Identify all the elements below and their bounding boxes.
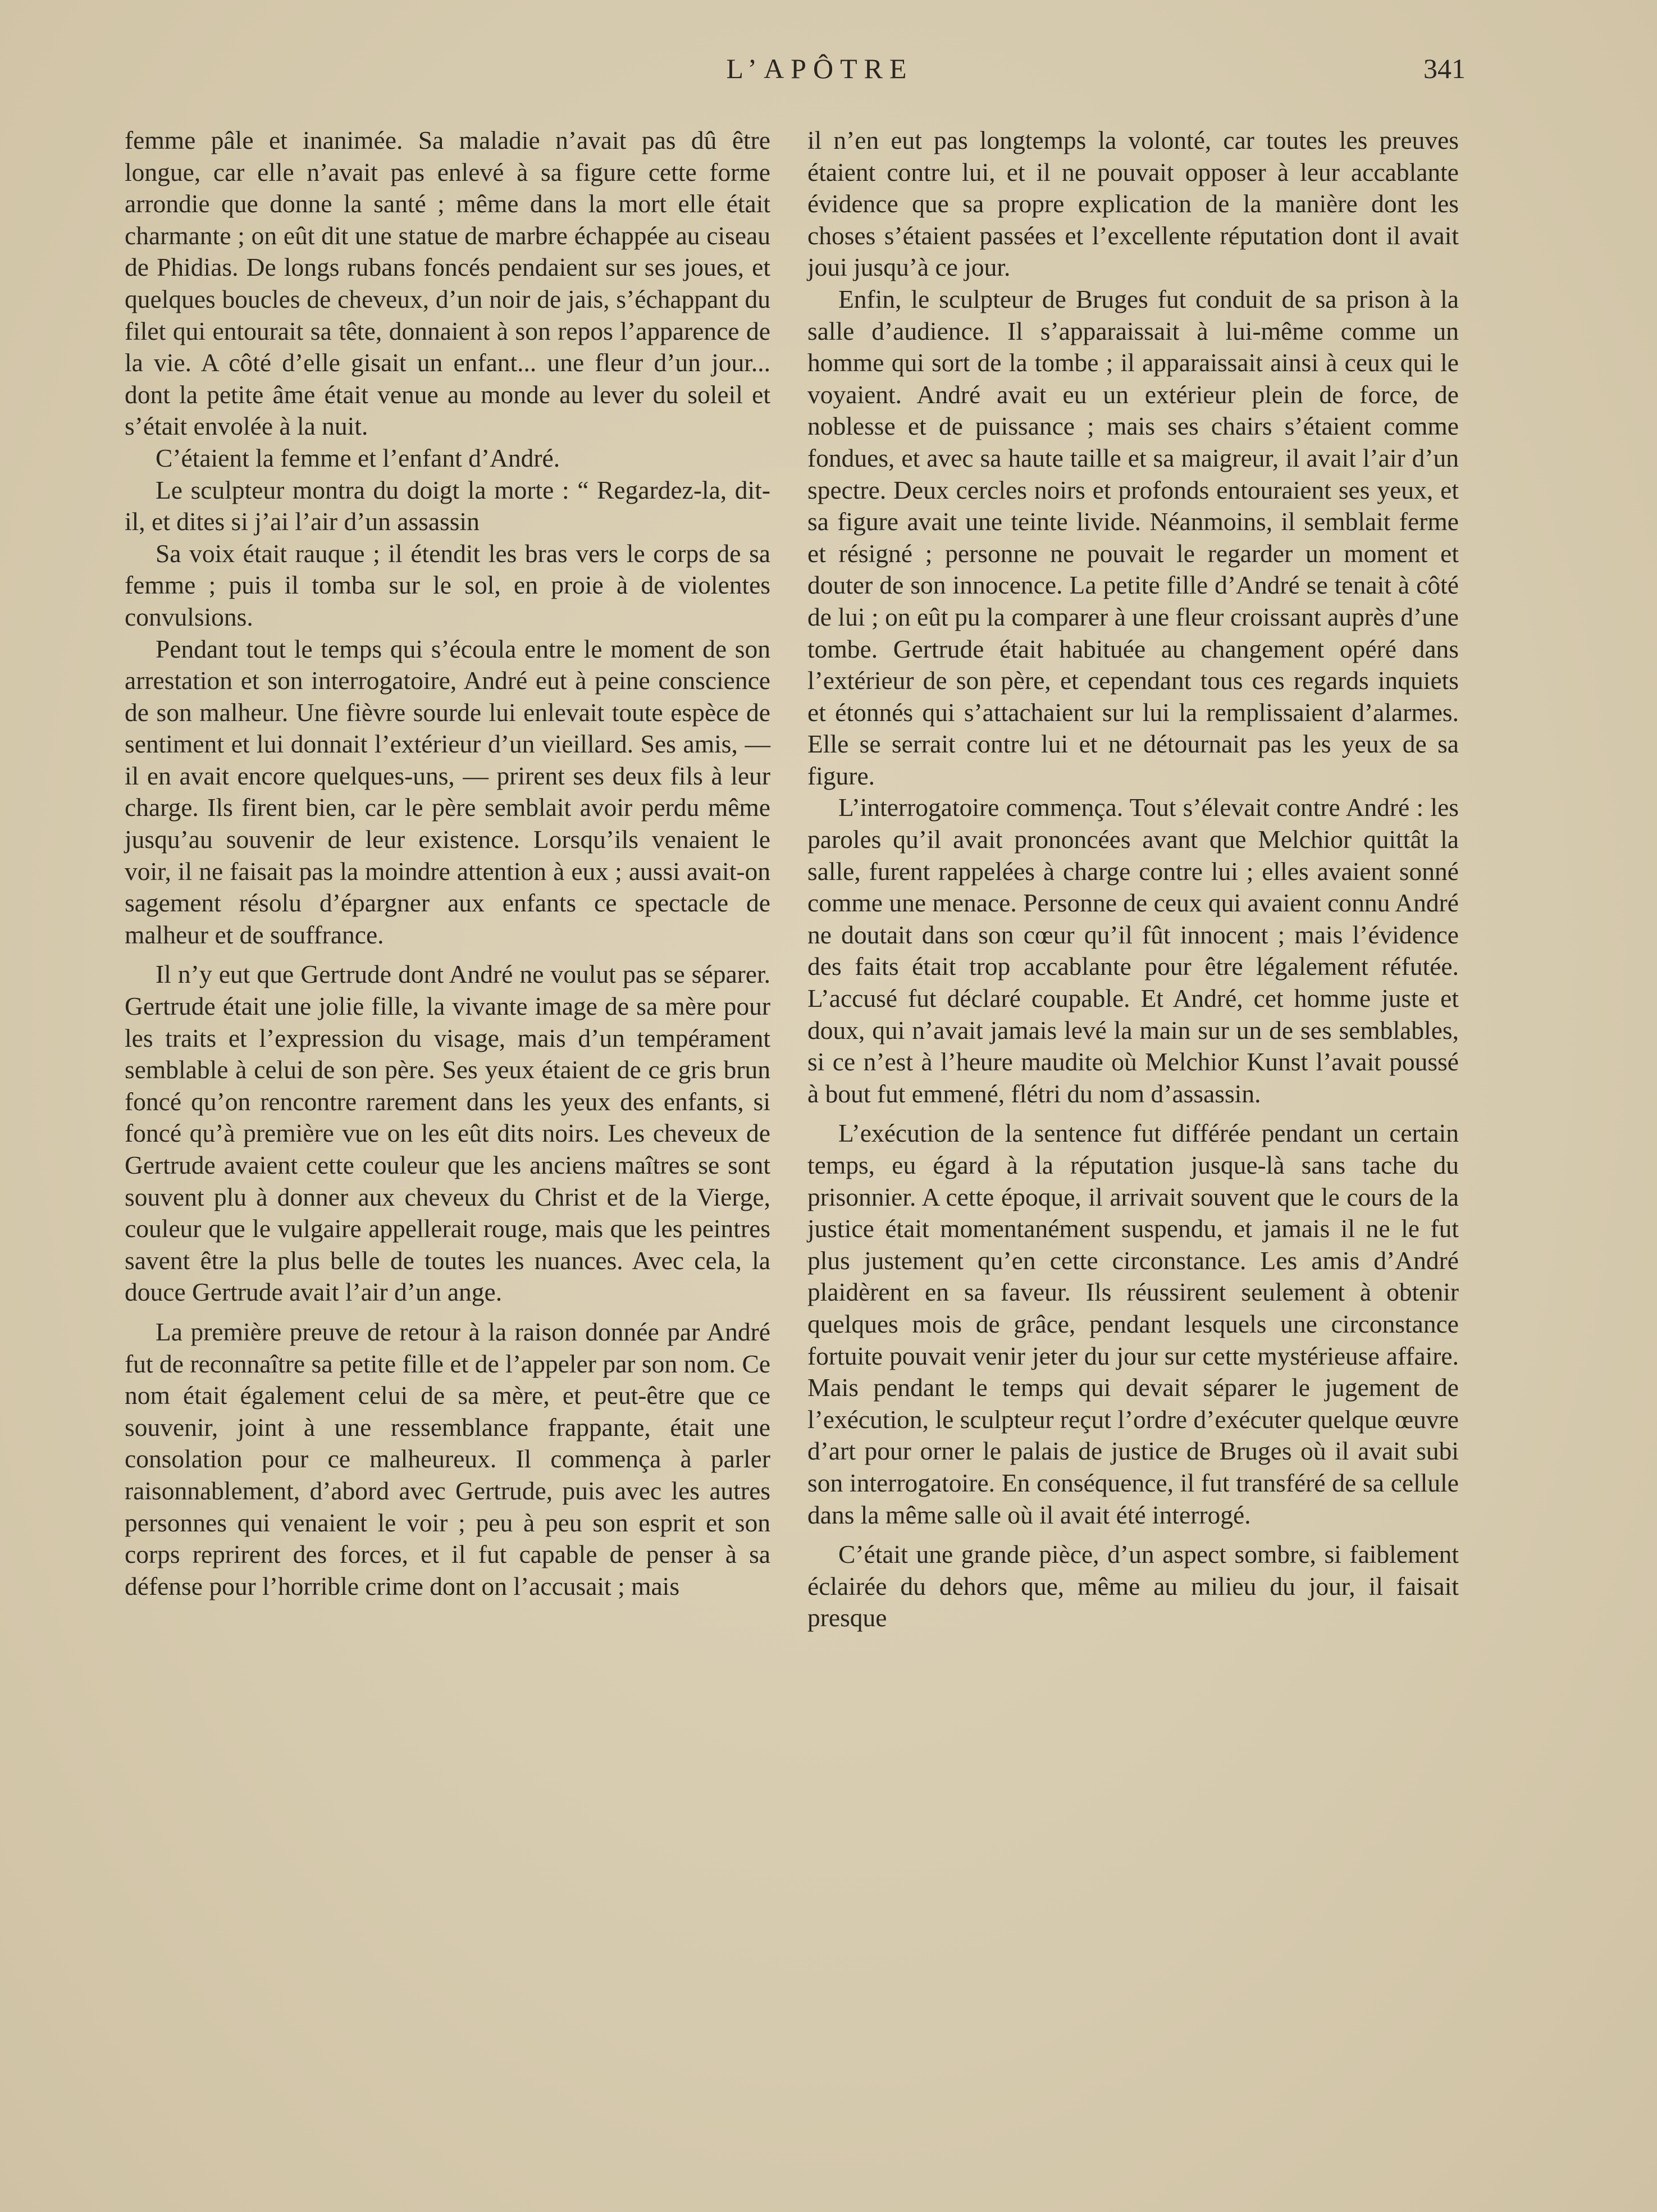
paragraph: Enfin, le sculpteur de Bruges fut conduit de sa prison à la salle d’audience. Il s’apparaissait à lui-même comme un homme qui sort de la tombe ; il apparaissait ainsi à ceux qui le voyaient. André avait eu un extérieur plein de force, de noblesse et de puissance ; mais ses chairs s’étaient comme fondues, et avec sa haute taille et sa maigreur, il avait l’air d’un spectre. Deux cercles noirs et profonds entouraient ses yeux, et sa figure avait une teinte livide. Néanmoins, il semblait ferme et résigné ; personne ne pouvait le regarder un moment et douter de son innocence. La petite fille d’André se tenait à côté de lui ; on eût pu la comparer à une fleur croissant auprès d’une tombe. Gertrude était habituée au changement opéré dans l’extérieur de son père, et cependant tous ces regards inquiets et étonnés qui s’attachaient sur lui la remplissaient d’alarmes. Elle se serrait contre lui et ne détournait pas les yeux de sa figure. [807,284,1459,790]
paragraph: il n’en eut pas longtemps la volonté, car toutes les preuves étaient contre lui, et il ne pouvait opposer à leur accablante évidence que sa propre explication de la manière dont les choses s’étaient passées et l’excellente réputation dont il avait joui jusqu’à ce jour. [807,126,1459,282]
paragraph: L’interrogatoire commença. Tout s’élevait contre André : les paroles qu’il avait prononcées avant que Melchior quittât la salle, furent rappelées à charge contre lui ; elles avaient sonné comme une menace. Personne de ceux qui avaient connu André ne doutait dans son cœur qu’il fût innocent ; mais l’évidence des faits était trop accablante pour être légalement réfutée. L’accusé fut déclaré coupable. Et André, cet homme juste et doux, qui n’avait jamais levé la main sur un de ses semblables, si ce n’est à l’heure maudite où Melchior Kunst l’avait poussé à bout fut emmené, flétri du nom d’assassin. [807,793,1459,1108]
paragraph: C’étaient la femme et l’enfant d’André. [156,443,560,472]
paragraph: La première preuve de retour à la raison donnée par André fut de reconnaître sa petite fille et de l’appeler par son nom. Ce nom était également celui de sa mère, et peut-être que ce souvenir, joint à une ressemblance frappante, était une consolation pour ce malheureux. Il commença à parler raisonnablement, d’abord avec Gertrude, puis avec les autres personnes qui venaient le voir ; peu à peu son esprit et son corps reprirent des forces, et il fut capable de penser à sa défense pour l’horrible crime dont on l’accusait ; mais [125,1317,770,1600]
paragraph: C’était une grande pièce, d’un aspect sombre, si faiblement éclairée du dehors que, même au milieu du jour, il faisait presque [807,1540,1459,1632]
left-column [125,125,770,1602]
paragraph: L’exécution de la sentence fut différée pendant un certain temps, eu égard à la réputation jusque-là sans tache du prisonnier. A cette époque, il arrivait souvent que le cours de la justice était momentanément suspendu, et jamais il ne le fut plus justement qu’en cette circonstance. Les amis d’André plaidèrent en sa faveur. Ils réussirent seulement à obtenir quelques mois de grâce, pendant lesquels une circonstance fortuite pouvait venir jeter du jour sur cette mystérieuse affaire. Mais pendant le temps qui devait séparer le jugement de l’exécution, le sculpteur reçut l’ordre d’exécuter quelque œuvre d’art pour orner le palais de justice de Bruges où il avait subi son interrogatoire. En conséquence, il fut transféré de sa cellule dans la même salle où il avait été interrogé. [807,1119,1459,1529]
paragraph: Sa voix était rauque ; il étendit les bras vers le corps de sa femme ; puis il tomba sur le sol, en proie à de violentes convulsions. [125,539,770,631]
paragraph: Le sculpteur montra du doigt la morte : “ Regardez-la, dit-il, et dites si j’ai l’air d’un assassin [125,475,770,536]
page-number: 341 [1423,53,1466,84]
paragraph: Il n’y eut que Gertrude dont André ne voulut pas se séparer. Gertrude était une jolie fille, la vivante image de sa mère pour les traits et l’expression du visage, mais d’un tempérament semblable à celui de son père. Ses yeux étaient de ce gris brun foncé qu’on rencontre rarement dans les yeux des enfants, si foncé qu’à première vue on les eût dits noirs. Les cheveux de Gertrude avaient cette couleur que les anciens maîtres se sont souvent plu à donner aux cheveux du Christ et de la Vierge, couleur que le vulgaire appellerait rouge, mais que les peintres savent être la plus belle de toutes les nuances. Avec cela, la douce Gertrude avait l’air d’un ange. [125,960,770,1307]
paragraph: Pendant tout le temps qui s’écoula entre le moment de son arrestation et son interrogatoire, André eut à peine conscience de son malheur. Une fièvre sourde lui enlevait toute espèce de sentiment et lui donnait l’extérieur d’un vieillard. Ses amis, — il en avait encore quelques-uns, — prirent ses deux fils à leur charge. Ils firent bien, car le père semblait avoir perdu même jusqu’au souvenir de leur existence. Lorsqu’ils venaient le voir, il ne faisait pas la moindre attention à eux ; aussi avait-on sagement résolu d’épargner aux enfants ce spectacle de malheur et de souffrance. [125,634,770,949]
running-title: L’APÔTRE [726,53,914,84]
right-column [807,125,1459,1634]
paragraph: femme pâle et inanimée. Sa maladie n’avait pas dû être longue, car elle n’avait pas enlevé à sa figure cette forme arrondie que donne la santé ; même dans la mort elle était charmante ; on eût dit une statue de marbre échappée au ciseau de Phidias. De longs rubans foncés pendaient sur ses joues, et quelques boucles de cheveux, d’un noir de jais, s’échappant du filet qui entourait sa tête, donnaient à son repos l’apparence de la vie. A côté d’elle gisait un enfant... une fleur d’un jour... dont la petite âme était venue au monde au lever du soleil et s’était envolée à la nuit. [125,126,770,441]
